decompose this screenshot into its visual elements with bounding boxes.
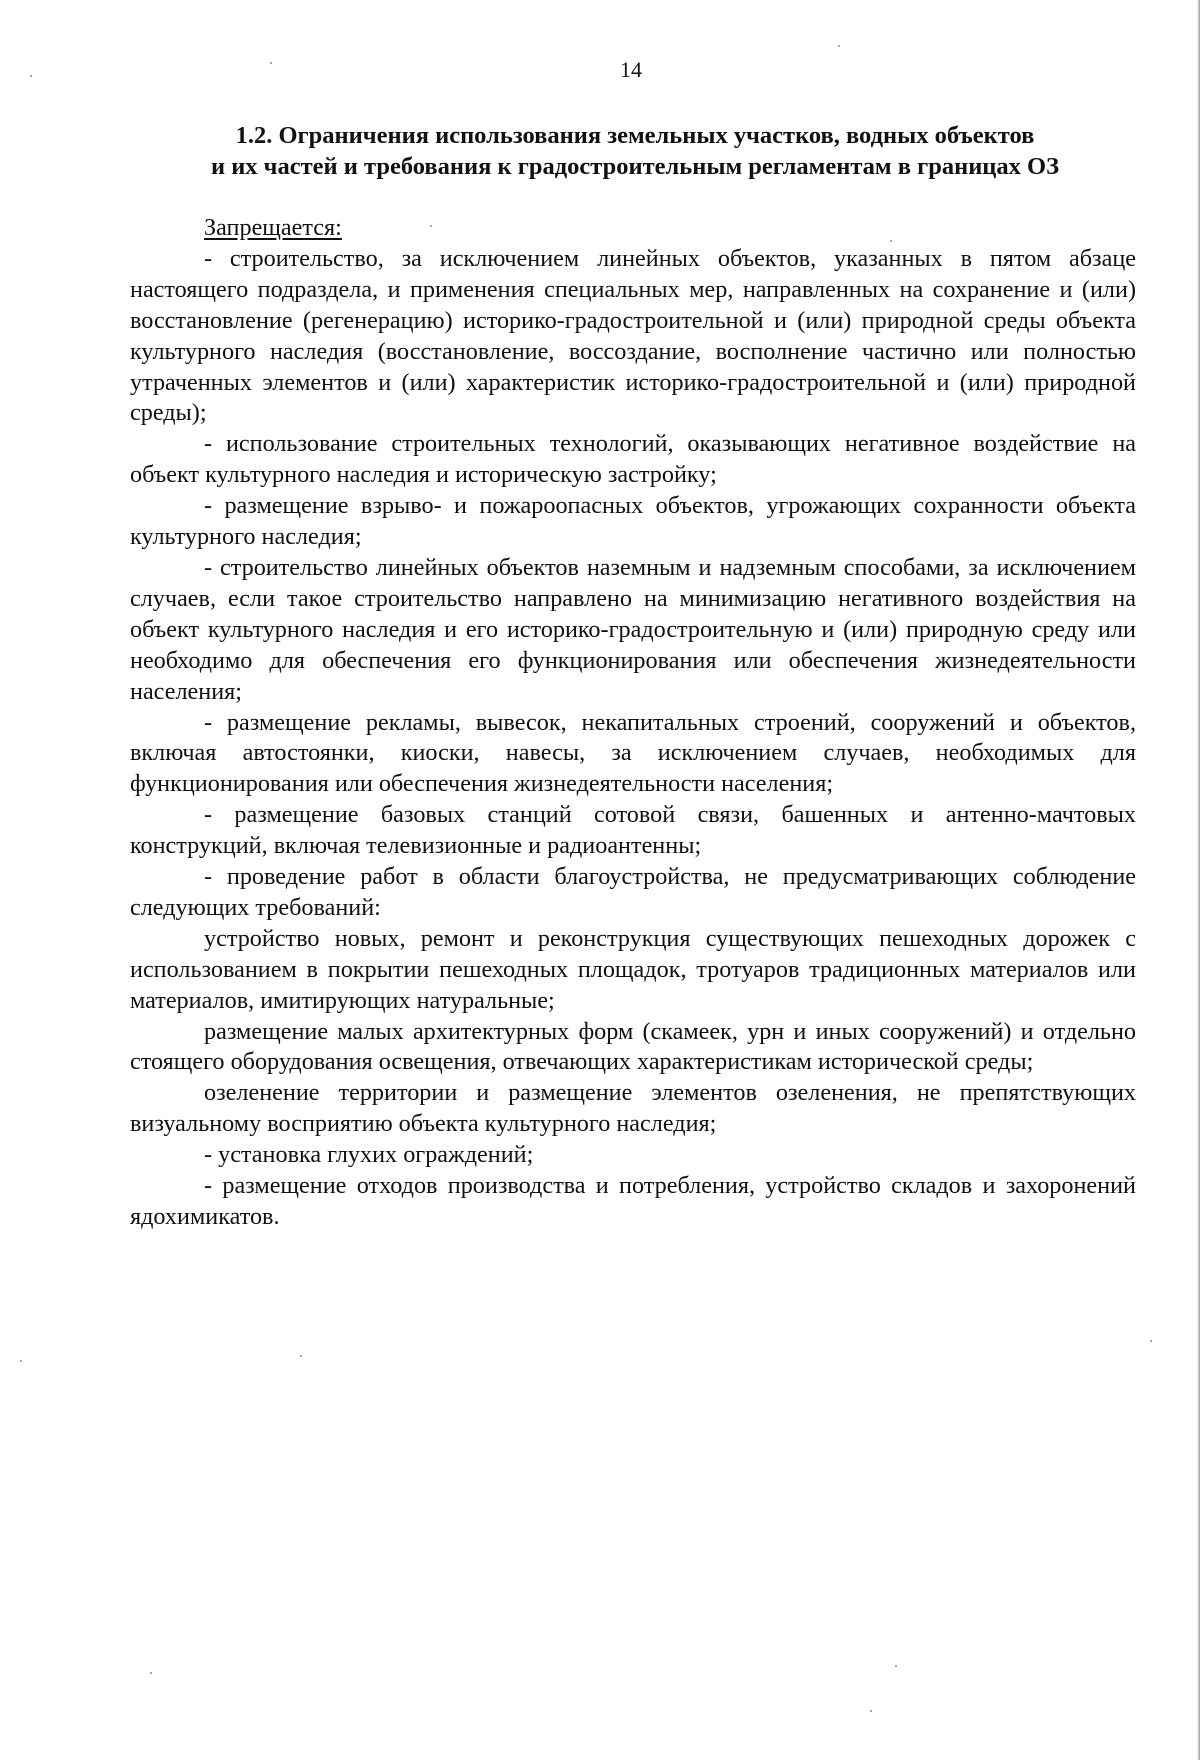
- scan-speck: [870, 1710, 872, 1712]
- paragraph-greenery: озеленение территории и размещение элементов озеленения, не препятствующих визуальному восприятию объекта культурного наследия;: [130, 1079, 1136, 1138]
- paragraph-base-stations: - размещение базовых станций сотовой связи, башенных и антенно-мачтовых конструкций, включая телевизионные и радиоантенны;: [130, 801, 1136, 860]
- scan-speck: [890, 240, 892, 242]
- scan-speck: [20, 1360, 22, 1362]
- paragraph-construction: - строительство, за исключением линейных объектов, указанных в пятом абзаце настоящего подраздела, и применения специальных мер, направленных на сохранение и (или) восстановление (регенерацию) историко-градостроительной и (или) природной среды объекта культурного наследия (восстановление, воссоздание, восполнение частично или полностью утраченных элементов и (или) характеристик историко-градостроительной и (или) природной среды);: [130, 244, 1136, 427]
- scan-speck: [838, 45, 840, 47]
- paragraph-technologies: - использование строительных технологий, оказывающих негативное воздействие на объект культурного наследия и историческую застройку;: [130, 430, 1136, 489]
- paragraph-small-architectural-forms: размещение малых архитектурных форм (скамеек, урн и иных сооружений) и отдельно стоящего оборудования освещения, отвечающих характеристикам исторической среды;: [130, 1017, 1136, 1076]
- paragraph-blind-fences: - установка глухих ограждений;: [204, 1141, 534, 1169]
- scan-speck: [895, 1665, 897, 1667]
- prohibited-lead: Запрещается:: [204, 214, 342, 241]
- paragraph-linear-objects: - строительство линейных объектов наземным и надземным способами, за исключением случаев, если такое строительство направлено на минимизацию негативного воздействия на объект культурного наследия и его историко-градостроительную и (или) природную среду или необходимо для обеспечения его функционирования или обеспечения жизнедеятельности населения;: [130, 553, 1136, 705]
- scan-speck: [1150, 1340, 1152, 1342]
- scan-speck: [150, 1672, 152, 1674]
- paragraph-pedestrian-paths: устройство новых, ремонт и реконструкция существующих пешеходных дорожек с использованием в покрытии пешеходных площадок, тротуаров традиционных материалов или материалов, имитирующих натуральные;: [130, 924, 1136, 1014]
- paragraph-explosive-objects: - размещение взрыво- и пожароопасных объектов, угрожающих сохранности объекта культурного наследия;: [130, 492, 1136, 551]
- section-heading-line-2: и их частей и требования к градостроительным регламентам в границах ОЗ: [210, 153, 1060, 180]
- scan-speck: [300, 1355, 302, 1357]
- paragraph-waste-disposal: - размещение отходов производства и потребления, устройство складов и захоронений ядохимикатов.: [130, 1172, 1136, 1230]
- scan-speck: [430, 225, 432, 227]
- scan-speck: [30, 75, 32, 77]
- paragraph-landscaping: - проведение работ в области благоустройства, не предусматривающих соблюдение следующих требований:: [130, 863, 1136, 921]
- scan-speck: [270, 62, 272, 64]
- page-number: 14: [620, 57, 642, 82]
- section-heading-line-1: 1.2. Ограничения использования земельных участков, водных объектов: [235, 122, 1035, 149]
- paragraph-advertising: - размещение рекламы, вывесок, некапитальных строений, сооружений и объектов, включая автостоянки, киоски, навесы, за исключением случаев, необходимых для функционирования или обеспечения жизнедеятельности населения;: [130, 708, 1136, 798]
- section-heading: [130, 120, 1140, 182]
- section-body: [130, 213, 1136, 1233]
